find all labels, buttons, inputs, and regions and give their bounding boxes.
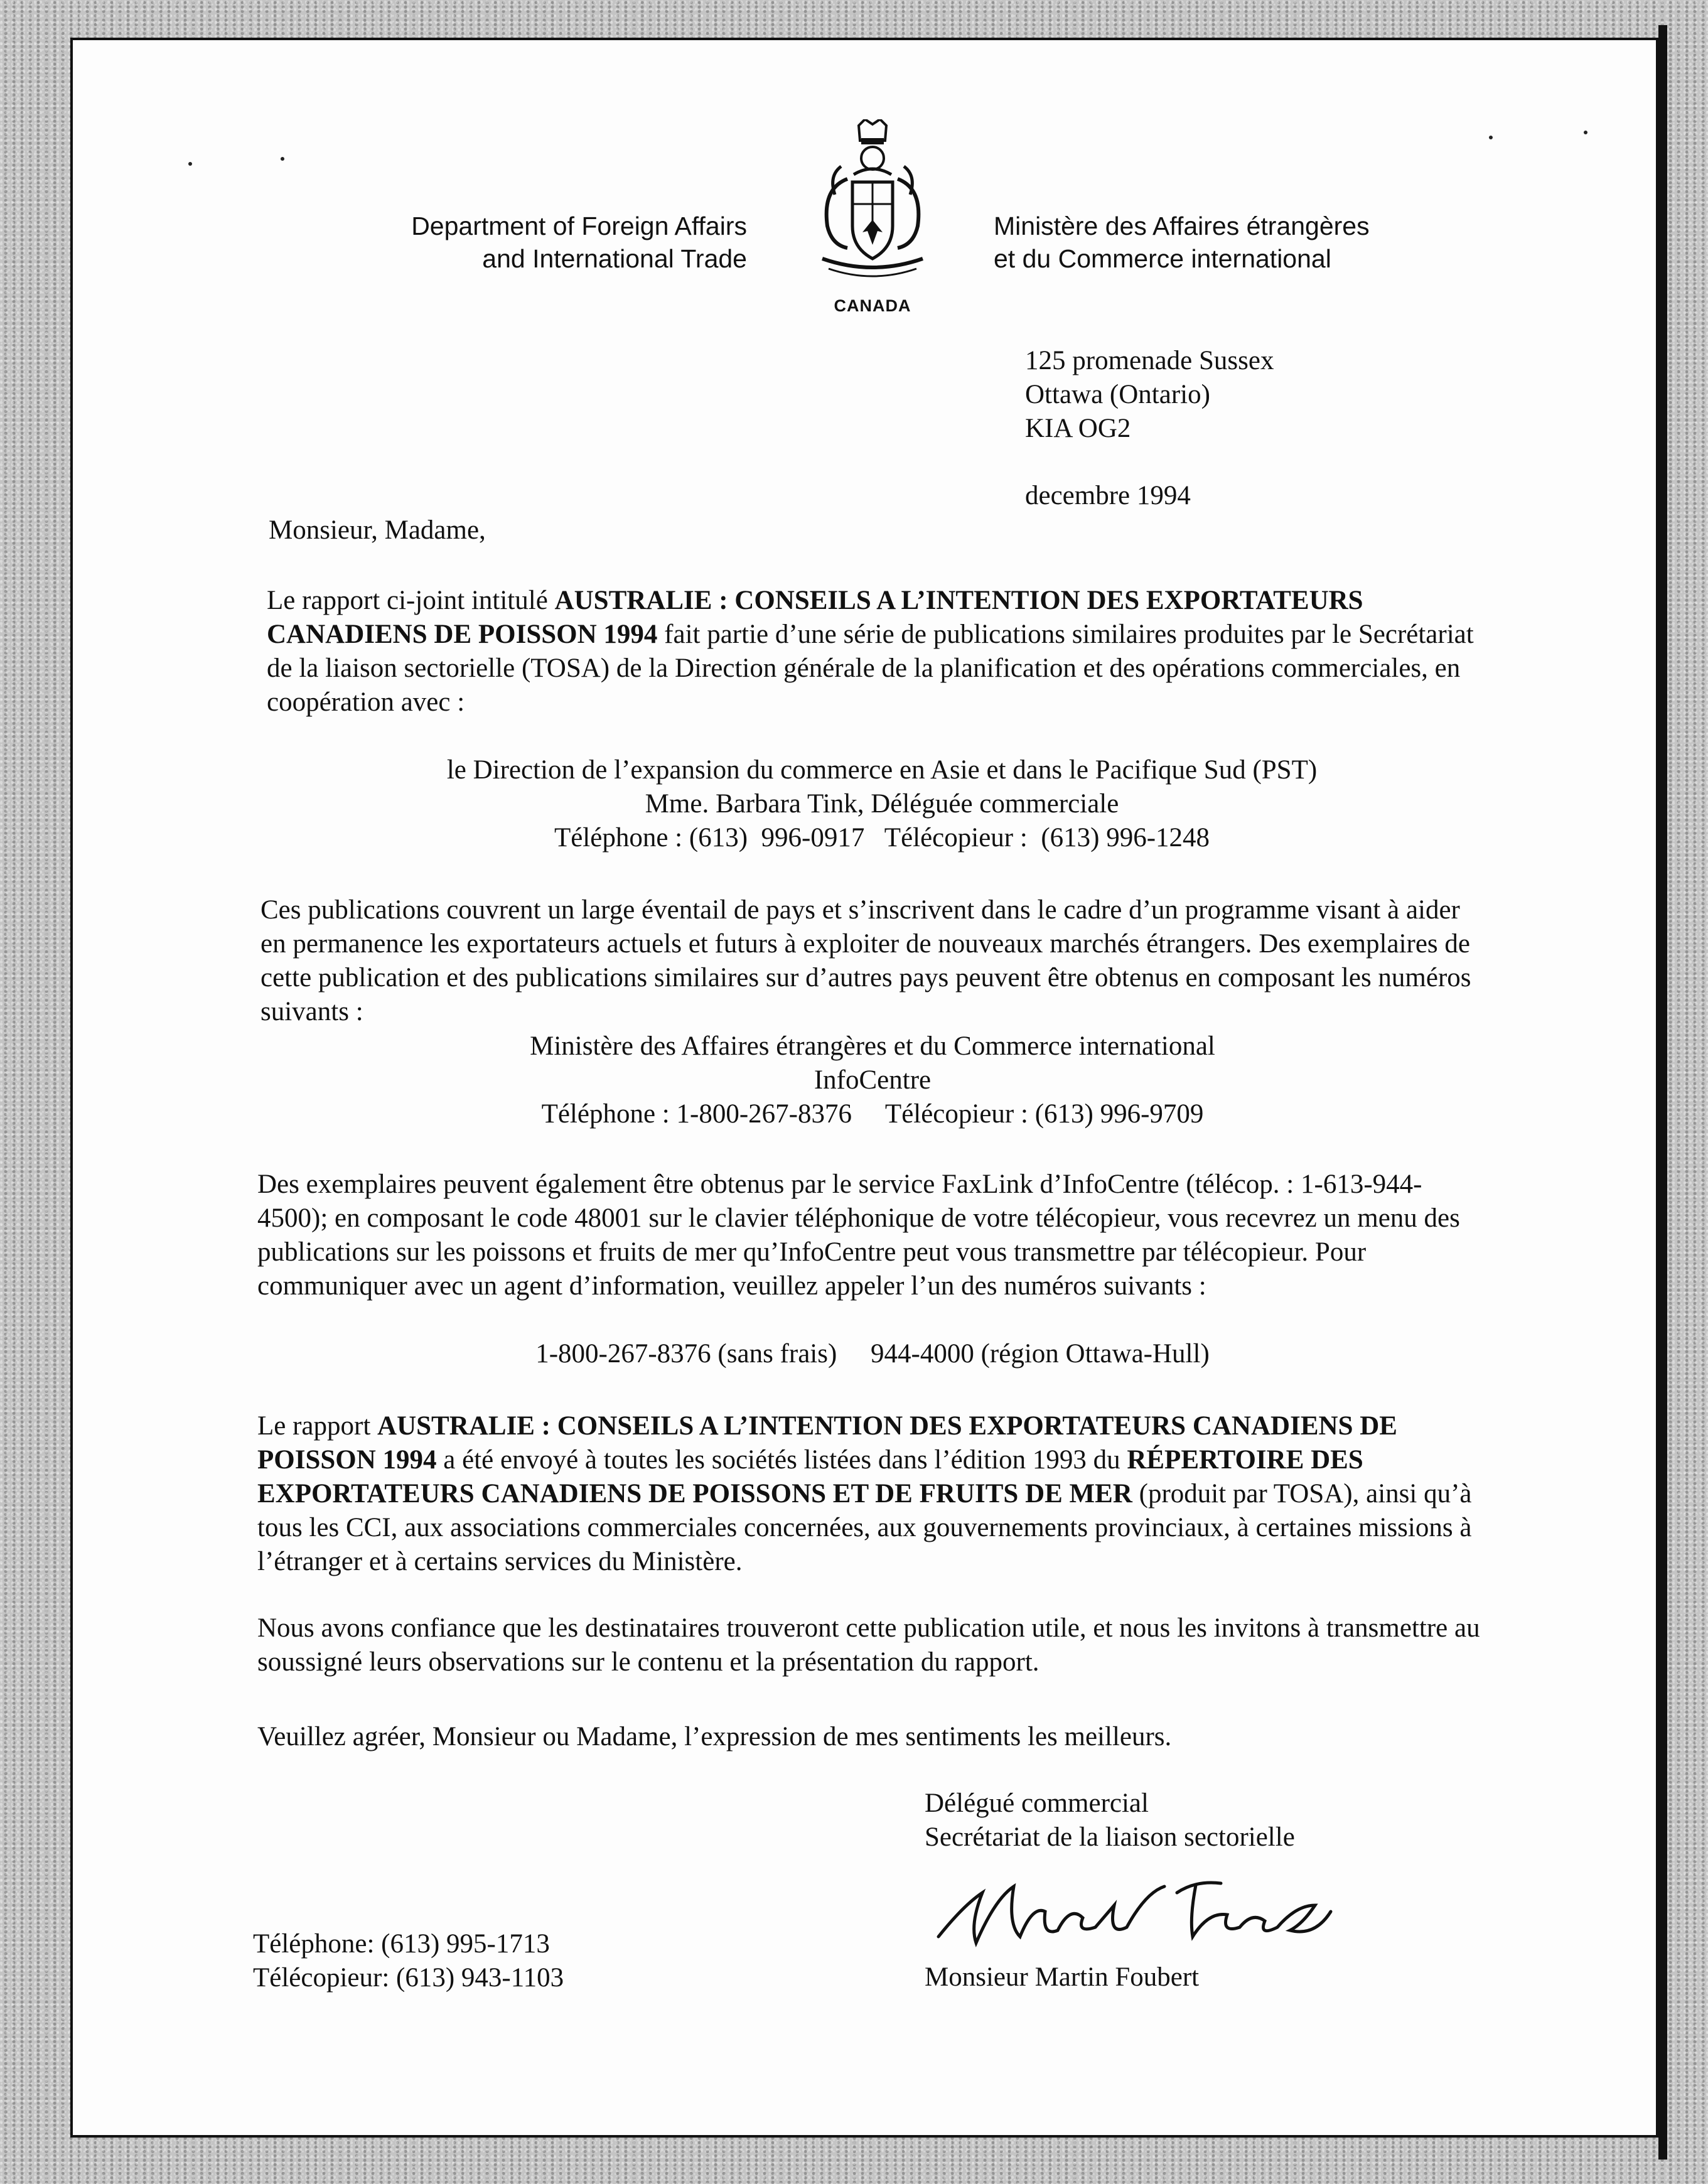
signatory-title	[925, 1787, 1295, 1854]
address-line2: Ottawa (Ontario)	[1025, 380, 1210, 409]
directory-title: RÉPERTOIRE DES EXPORTATEURS CANADIENS DE POISSONS ET DE FRUITS DE MER	[257, 1445, 1363, 1509]
contact-block-infocentre	[260, 1030, 1485, 1131]
page-edge-shadow	[1658, 25, 1667, 2160]
paragraph-feedback: Nous avons confiance que les destinataires trouveront cette publication utile, et nous les invitons à transmettre au soussigné leurs observations sur le contenu et la présentation du rapport.	[257, 1613, 1480, 1677]
footer-phone: Téléphone: (613) 995-1713	[253, 1929, 550, 1959]
para1-text2: fait partie d’une série de publications similaires produites par le Secrétariat de la liaison sectorielle (TOSA) de la Direction générale de la planification et des opérations commerciales, en coopération avec :	[267, 620, 1474, 717]
dept-en-line2: and International Trade	[482, 244, 747, 273]
paragraph-publications: Ces publications couvrent un large éventail de pays et s’inscrivent dans le cadre d’un programme visant à aider en permanence les exportateurs actuels et futurs à exploiter de nouveaux marchés étrangers. Des exemplaires de cette publication et des publications similaires sur d’autres pays peuvent être obtenus en composant les numéros suivants :	[260, 895, 1471, 1026]
contact1-line3: Téléphone : (613) 996-0917 Télécopieur : (613) 996-1248	[554, 823, 1210, 853]
department-name-english	[314, 210, 747, 275]
footer-contact	[253, 1927, 564, 1995]
letter-date: decembre 1994	[1025, 481, 1191, 510]
address-line1: 125 promenade Sussex	[1025, 346, 1274, 375]
dept-fr-line1: Ministère des Affaires étrangères	[994, 212, 1370, 240]
contact1-line1: le Direction de l’expansion du commerce en Asie et dans le Pacifique Sud (PST)	[446, 755, 1318, 785]
paragraph-distribution	[257, 1409, 1494, 1579]
address-line3: KIA OG2	[1025, 414, 1131, 443]
report-title-2: AUSTRALIE : CONSEILS A L’INTENTION DES EXPORTATEURS CANADIENS DE POISSON 1994	[257, 1411, 1397, 1475]
report-title: AUSTRALIE : CONSEILS A L’INTENTION DES EXPORTATEURS CANADIENS DE POISSON 1994	[267, 586, 1363, 649]
signatory-title1: Délégué commercial	[925, 1789, 1149, 1818]
para4-text1: Le rapport	[257, 1411, 378, 1441]
speck	[188, 162, 192, 166]
footer-fax: Télécopieur: (613) 943-1103	[253, 1963, 564, 1993]
contact2-line1: Ministère des Affaires étrangères et du Commerce international	[530, 1031, 1215, 1061]
contact-block-numbers: 1-800-267-8376 (sans frais) 944-4000 (région Ottawa-Hull)	[535, 1339, 1210, 1369]
salutation: Monsieur, Madame,	[269, 515, 486, 545]
speck	[1584, 131, 1587, 134]
dept-en-line1: Department of Foreign Affairs	[411, 212, 747, 240]
para4-text2: a été envoyé à toutes les sociétés listées dans l’édition 1993 du	[436, 1445, 1127, 1475]
para1-text1: Le rapport ci-joint intitulé	[267, 586, 555, 615]
paragraph-intro	[267, 584, 1497, 719]
paragraph-faxlink: Des exemplaires peuvent également être obtenus par le service FaxLink d’InfoCentre (télécop. : 1-613-944-4500); en composant le code 48001 sur le clavier téléphonique de votre télécopieur, vous recevrez un menu des publications sur les poissons et fruits de mer qu’InfoCentre peut vous transmettre par télécopieur. Pour communiquer avec un agent d’information, veuillez appeler l’un des numéros suivants :	[257, 1170, 1460, 1301]
country-label: CANADA	[834, 296, 911, 315]
signatory-title2: Secrétariat de la liaison sectorielle	[925, 1822, 1295, 1852]
dept-fr-line2: et du Commerce international	[994, 244, 1331, 273]
coat-of-arms-icon	[810, 119, 935, 289]
para4-text3: (produit par TOSA), ainsi qu’à tous les CCI, aux associations commerciales concernées, aux gouvernements provinciaux, à certaines missions à l’étranger et à certains services du Ministère.	[257, 1479, 1472, 1576]
contact1-line2: Mme. Barbara Tink, Déléguée commerciale	[645, 789, 1119, 819]
contact2-line2: InfoCentre	[814, 1065, 932, 1095]
department-name-french	[994, 210, 1559, 275]
contact2-line3: Téléphone : 1-800-267-8376 Télécopieur : (613) 996-9709	[541, 1099, 1204, 1129]
contact-block-pst	[267, 753, 1497, 855]
signatory-name: Monsieur Martin Foubert	[925, 1962, 1200, 1992]
speck	[281, 157, 284, 161]
handwritten-signature-icon	[926, 1868, 1340, 1955]
closing-formula: Veuillez agréer, Monsieur ou Madame, l’expression de mes sentiments les meilleurs.	[257, 1722, 1172, 1751]
sender-address	[1025, 344, 1274, 446]
speck	[1489, 136, 1493, 139]
